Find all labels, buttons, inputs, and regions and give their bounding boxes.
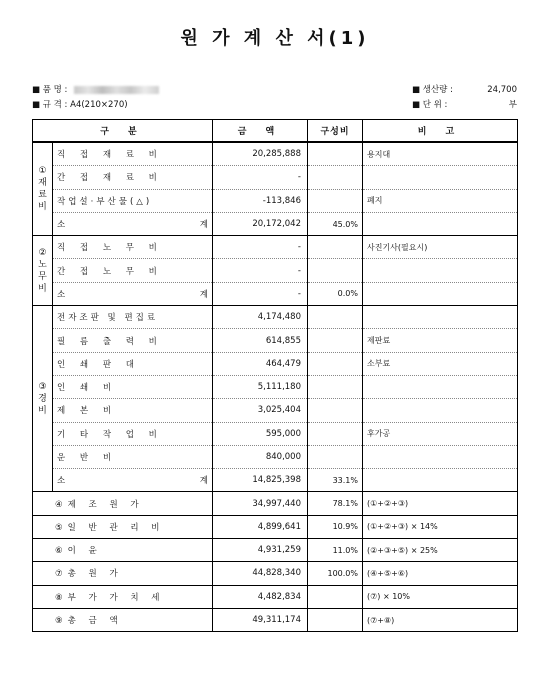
table-row (33, 375, 518, 398)
summary-name: ⑨총 금 액 (33, 608, 213, 631)
note-cell: (⑦) × 10% (363, 585, 518, 608)
amount-cell: 34,997,440 (213, 492, 308, 515)
ratio-cell (308, 329, 363, 352)
unit-value: 부 (508, 100, 517, 110)
subtotal-label-end: 계 (199, 476, 208, 487)
note-cell: 소부료 (363, 352, 518, 375)
item-name: 필 름 출 력 비 (53, 329, 213, 352)
summary-row (33, 515, 518, 538)
item-name-line (32, 85, 159, 96)
ratio-cell (308, 585, 363, 608)
table-row (33, 469, 518, 492)
table-row (33, 352, 518, 375)
ratio-cell (308, 236, 363, 259)
ratio-cell (308, 306, 363, 329)
item-name (53, 469, 213, 492)
note-cell (363, 259, 518, 282)
table-row (33, 422, 518, 445)
item-name: 기 타 작 업 비 (53, 422, 213, 445)
table-body (33, 142, 518, 632)
note-cell: (④+⑤+⑥) (363, 562, 518, 585)
subtotal-label-start: 소 (57, 289, 66, 300)
item-name (53, 282, 213, 305)
ratio-cell: 33.1% (308, 469, 363, 492)
summary-name: ⑥이 윤 (33, 539, 213, 562)
unit-label: ■ 단 위 : (412, 100, 448, 110)
subtotal-label-start: 소 (57, 220, 66, 231)
spec-value: A4(210×270) (70, 100, 128, 110)
amount-cell: 464,479 (213, 352, 308, 375)
ratio-cell (308, 399, 363, 422)
ratio-cell: 45.0% (308, 212, 363, 235)
note-cell: (①+②+③) (363, 492, 518, 515)
item-name: 간 접 노 무 비 (53, 259, 213, 282)
item-name: 제 본 비 (53, 399, 213, 422)
ratio-cell (308, 422, 363, 445)
ratio-cell (308, 166, 363, 189)
table-row (33, 236, 518, 259)
note-cell: (①+②+③) × 14% (363, 515, 518, 538)
note-cell: (②+③+⑤) × 25% (363, 539, 518, 562)
table-header-row (33, 120, 518, 143)
amount-cell: 14,825,398 (213, 469, 308, 492)
table-row (33, 259, 518, 282)
table-row (33, 399, 518, 422)
ratio-cell (308, 259, 363, 282)
table-row (33, 329, 518, 352)
amount-cell: 595,000 (213, 422, 308, 445)
amount-cell: 20,285,888 (213, 142, 308, 166)
note-cell (363, 375, 518, 398)
amount-cell: 4,174,480 (213, 306, 308, 329)
ratio-cell: 0.0% (308, 282, 363, 305)
table-row (33, 212, 518, 235)
amount-cell: 614,855 (213, 329, 308, 352)
cost-table (32, 119, 518, 632)
ratio-cell (308, 445, 363, 468)
unit-line (412, 100, 517, 111)
col-header-ratio: 구성비 (308, 120, 363, 143)
ratio-cell: 100.0% (308, 562, 363, 585)
ratio-cell: 78.1% (308, 492, 363, 515)
col-header-amount: 금 액 (213, 120, 308, 143)
note-cell (363, 166, 518, 189)
amount-cell: 3,025,404 (213, 399, 308, 422)
ratio-cell (308, 142, 363, 166)
note-cell: (⑦+⑧) (363, 608, 518, 631)
ratio-cell (308, 375, 363, 398)
amount-cell: -113,846 (213, 189, 308, 212)
note-cell (363, 399, 518, 422)
table-row (33, 282, 518, 305)
item-name: 작업설·부산물(△) (53, 189, 213, 212)
amount-cell: 840,000 (213, 445, 308, 468)
note-cell (363, 445, 518, 468)
item-name: 직 접 노 무 비 (53, 236, 213, 259)
item-name: 운 반 비 (53, 445, 213, 468)
amount-cell: - (213, 259, 308, 282)
note-cell: 폐지 (363, 189, 518, 212)
quantity-label: ■ 생산량 : (412, 85, 453, 95)
col-header-category: 구 분 (33, 120, 213, 143)
amount-cell: 4,899,641 (213, 515, 308, 538)
table-row (33, 166, 518, 189)
amount-cell: 5,111,180 (213, 375, 308, 398)
item-name: 직 접 재 료 비 (53, 142, 213, 166)
note-cell: 후가공 (363, 422, 518, 445)
subtotal-label-end: 계 (199, 220, 208, 231)
amount-cell: 20,172,042 (213, 212, 308, 235)
amount-cell: - (213, 166, 308, 189)
note-cell (363, 306, 518, 329)
subtotal-label-start: 소 (57, 476, 66, 487)
amount-cell: 44,828,340 (213, 562, 308, 585)
quantity-value: 24,700 (487, 85, 517, 95)
item-name: 인 쇄 판 대 (53, 352, 213, 375)
amount-cell: - (213, 236, 308, 259)
note-cell: 용지대 (363, 142, 518, 166)
amount-cell: 4,931,259 (213, 539, 308, 562)
item-name: 간 접 재 료 비 (53, 166, 213, 189)
summary-row (33, 539, 518, 562)
summary-name: ④제 조 원 가 (33, 492, 213, 515)
summary-name: ⑧부 가 가 치 세 (33, 585, 213, 608)
redacted-item-name (74, 86, 159, 94)
ratio-cell (308, 189, 363, 212)
quantity-line (412, 85, 517, 96)
ratio-cell: 11.0% (308, 539, 363, 562)
summary-name: ⑤일 반 관 리 비 (33, 515, 213, 538)
summary-row (33, 492, 518, 515)
note-cell (363, 212, 518, 235)
summary-row (33, 608, 518, 631)
table-row (33, 142, 518, 166)
ratio-cell (308, 352, 363, 375)
group-label: ① 재 료 비 (33, 142, 53, 236)
amount-cell: 49,311,174 (213, 608, 308, 631)
note-cell: 사진기사(필요시) (363, 236, 518, 259)
ratio-cell: 10.9% (308, 515, 363, 538)
summary-name: ⑦총 원 가 (33, 562, 213, 585)
spec-label: ■ 규 격 : (32, 100, 68, 110)
note-cell (363, 282, 518, 305)
table-row (33, 189, 518, 212)
note-cell: 제판료 (363, 329, 518, 352)
amount-cell: 4,482,834 (213, 585, 308, 608)
page-title: 원 가 계 산 서(1) (180, 28, 370, 49)
group-label: ② 노 무 비 (33, 236, 53, 306)
item-name (53, 212, 213, 235)
subtotal-label-end: 계 (199, 289, 208, 300)
note-cell (363, 469, 518, 492)
table-row (33, 306, 518, 329)
summary-row (33, 585, 518, 608)
item-name-label: ■ 품 명 : (32, 85, 68, 95)
group-label: ③ 경 비 (33, 306, 53, 492)
table-row (33, 445, 518, 468)
ratio-cell (308, 608, 363, 631)
item-name: 인 쇄 비 (53, 375, 213, 398)
item-name: 전자조판 및 편집료 (53, 306, 213, 329)
col-header-note: 비 고 (363, 120, 518, 143)
summary-row (33, 562, 518, 585)
spec-line (32, 100, 128, 111)
amount-cell: - (213, 282, 308, 305)
